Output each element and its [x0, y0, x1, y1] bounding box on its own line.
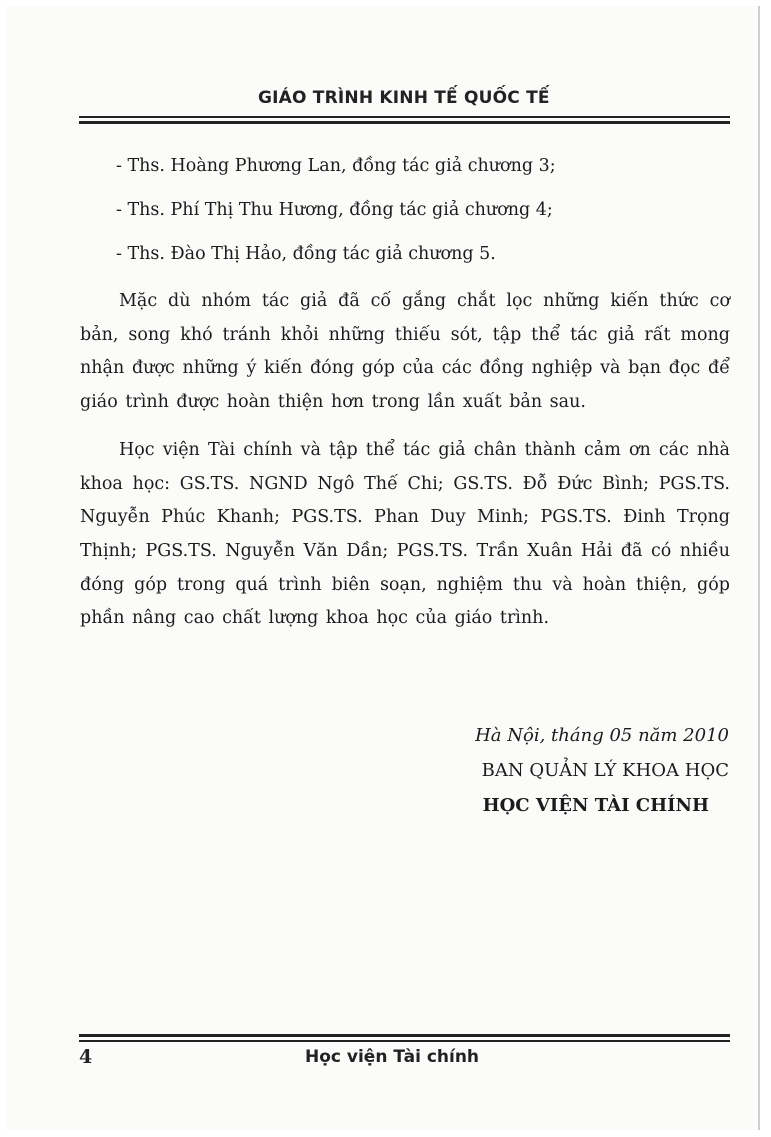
body-text	[80, 150, 730, 636]
header-rule-top	[79, 116, 730, 118]
footer-label: Học viện Tài chính	[305, 1047, 480, 1067]
paragraph-acknowledgements: Học viện Tài chính và tập thể tác giả chân thành cảm ơn các nhà khoa học: GS.TS. NGND Ngô Thế Chi; GS.TS. Đỗ Đức Bình; PGS.TS. Nguyễn Phúc Khanh; PGS.TS. Phan Duy Minh; PGS.TS. Đinh Trọng Thịnh; PGS.TS. Nguyễn Văn Dần; PGS.TS. Trần Xuân Hải đã có nhiều đóng góp trong quá trình biên soạn, nghiệm thu và hoàn thiện, góp phần nâng cao chất lượng khoa học của giáo trình.	[80, 439, 730, 629]
footer-rule-top	[79, 1034, 730, 1037]
credit-line: - Ths. Đào Thị Hảo, đồng tác giả chương 5.	[116, 244, 496, 264]
signature-block	[475, 718, 729, 823]
credit-line: - Ths. Hoàng Phương Lan, đồng tác giả chương 3;	[116, 156, 556, 176]
paragraph-feedback: Mặc dù nhóm tác giả đã cố gắng chắt lọc những kiến thức cơ bản, song khó tránh khỏi những thiếu sót, tập thể tác giả rất mong nhận được những ý kiến đóng góp của các đồng nghiệp và bạn đọc để giáo trình được hoàn thiện hơn trong lần xuất bản sau.	[80, 291, 730, 413]
page-number: 4	[79, 1046, 93, 1068]
footer-rule-bottom	[79, 1040, 730, 1042]
credit-line: - Ths. Phí Thị Thu Hương, đồng tác giả chương 4;	[116, 200, 553, 220]
running-header: GIÁO TRÌNH KINH TẾ QUỐC TẾ	[258, 88, 550, 108]
signature-board: BAN QUẢN LÝ KHOA HỌC	[481, 760, 729, 781]
header-rule-bottom	[79, 121, 730, 124]
signature-institution: HỌC VIỆN TÀI CHÍNH	[482, 795, 709, 816]
signature-place-date: Hà Nội, tháng 05 năm 2010	[475, 725, 729, 746]
